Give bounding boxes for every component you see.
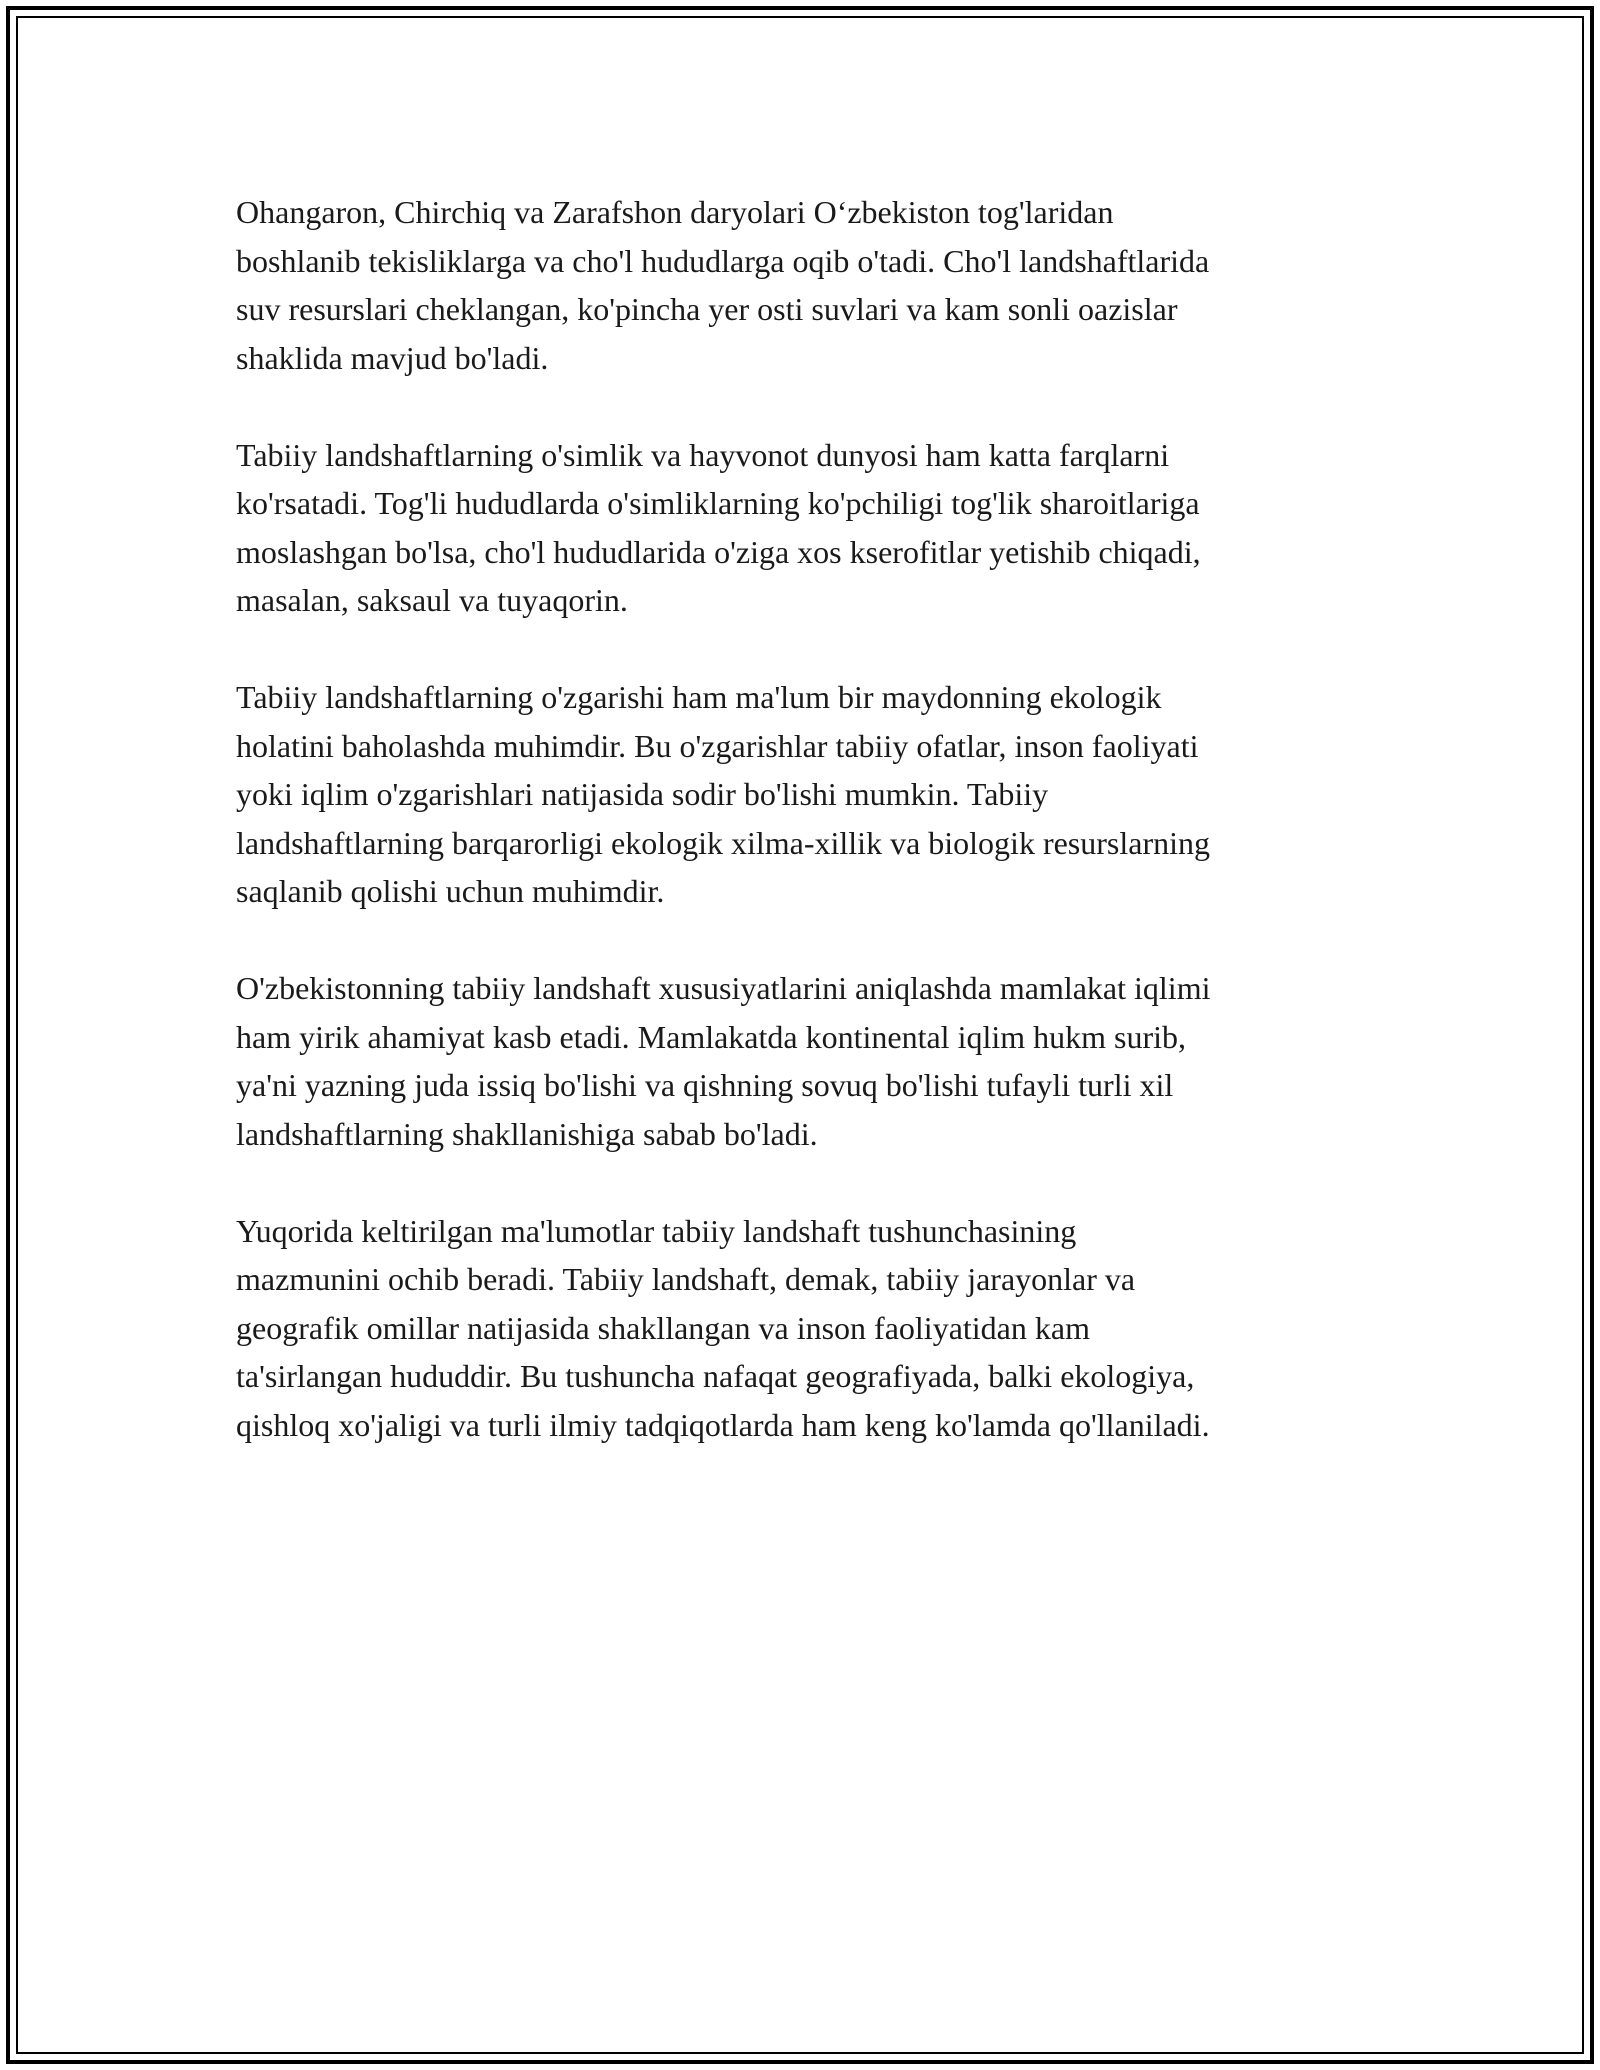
text-line: yoki iqlim o'zgarishlari natijasida sodir bo'lishi mumkin. Tabiiy <box>236 776 1049 812</box>
text-line: suv resurslari cheklangan, ko'pincha yer osti suvlari va kam sonli oazislar <box>236 291 1178 327</box>
text-line: ham yirik ahamiyat kasb etadi. Mamlakatda kontinental iqlim hukm surib, <box>236 1018 1187 1055</box>
text-line: saqlanib qolishi uchun muhimdir. <box>236 873 665 909</box>
text-line: Tabiiy landshaftlarning o'zgarishi ham ma'lum bir maydonning ekologik <box>236 679 1162 715</box>
text-line: Yuqorida keltirilgan ma'lumotlar tabiiy landshaft tushunchasining <box>236 1212 1077 1249</box>
paragraph <box>236 964 1366 1158</box>
text-line: moslashgan bo'lsa, cho'l hududlarida o'ziga xos kserofitlar yetishib chiqadi, <box>236 533 1201 570</box>
document-body <box>236 188 1366 1498</box>
text-line: qishloq xo'jaligi va turli ilmiy tadqiqotlarda ham keng ko'lamda qo'llaniladi. <box>236 1406 1210 1443</box>
text-line: landshaftlarning shakllanishiga sabab bo'ladi. <box>236 1115 818 1152</box>
text-line: O'zbekistonning tabiiy landshaft xususiyatlarini aniqlashda mamlakat iqlimi <box>236 970 1211 1006</box>
paragraph <box>236 1207 1366 1450</box>
text-line: ta'sirlangan hududdir. Bu tushuncha nafaqat geografiyada, balki ekologiya, <box>236 1358 1195 1394</box>
text-line: masalan, saksaul va tuyaqorin. <box>236 582 628 618</box>
paragraph <box>236 431 1366 625</box>
text-line: shaklida mavjud bo'ladi. <box>236 339 549 376</box>
paragraph <box>236 673 1366 916</box>
text-line: geografik omillar natijasida shakllangan va inson faoliyatidan kam <box>236 1309 1090 1346</box>
text-line: ko'rsatadi. Tog'li hududlarda o'simliklarning ko'pchiligi tog'lik sharoitlariga <box>236 485 1200 521</box>
paragraph <box>236 188 1366 382</box>
text-line: landshaftlarning barqarorligi ekologik xilma-xillik va biologik resurslarning <box>236 824 1210 861</box>
text-line: Ohangaron, Chirchiq va Zarafshon daryolari O‘zbekiston tog'laridan <box>236 194 1114 230</box>
text-line: boshlanib tekisliklarga va cho'l hududlarga oqib o'tadi. Cho'l landshaftlarida <box>236 242 1210 279</box>
text-line: ya'ni yazning juda issiq bo'lishi va qishning sovuq bo'lishi tufayli turli xil <box>236 1067 1174 1103</box>
text-line: holatini baholashda muhimdir. Bu o'zgarishlar tabiiy ofatlar, inson faoliyati <box>236 727 1199 764</box>
text-line: mazmunini ochib beradi. Tabiiy landshaft, demak, tabiiy jarayonlar va <box>236 1261 1136 1297</box>
text-line: Tabiiy landshaftlarning o'simlik va hayvonot dunyosi ham katta farqlarni <box>236 436 1170 473</box>
